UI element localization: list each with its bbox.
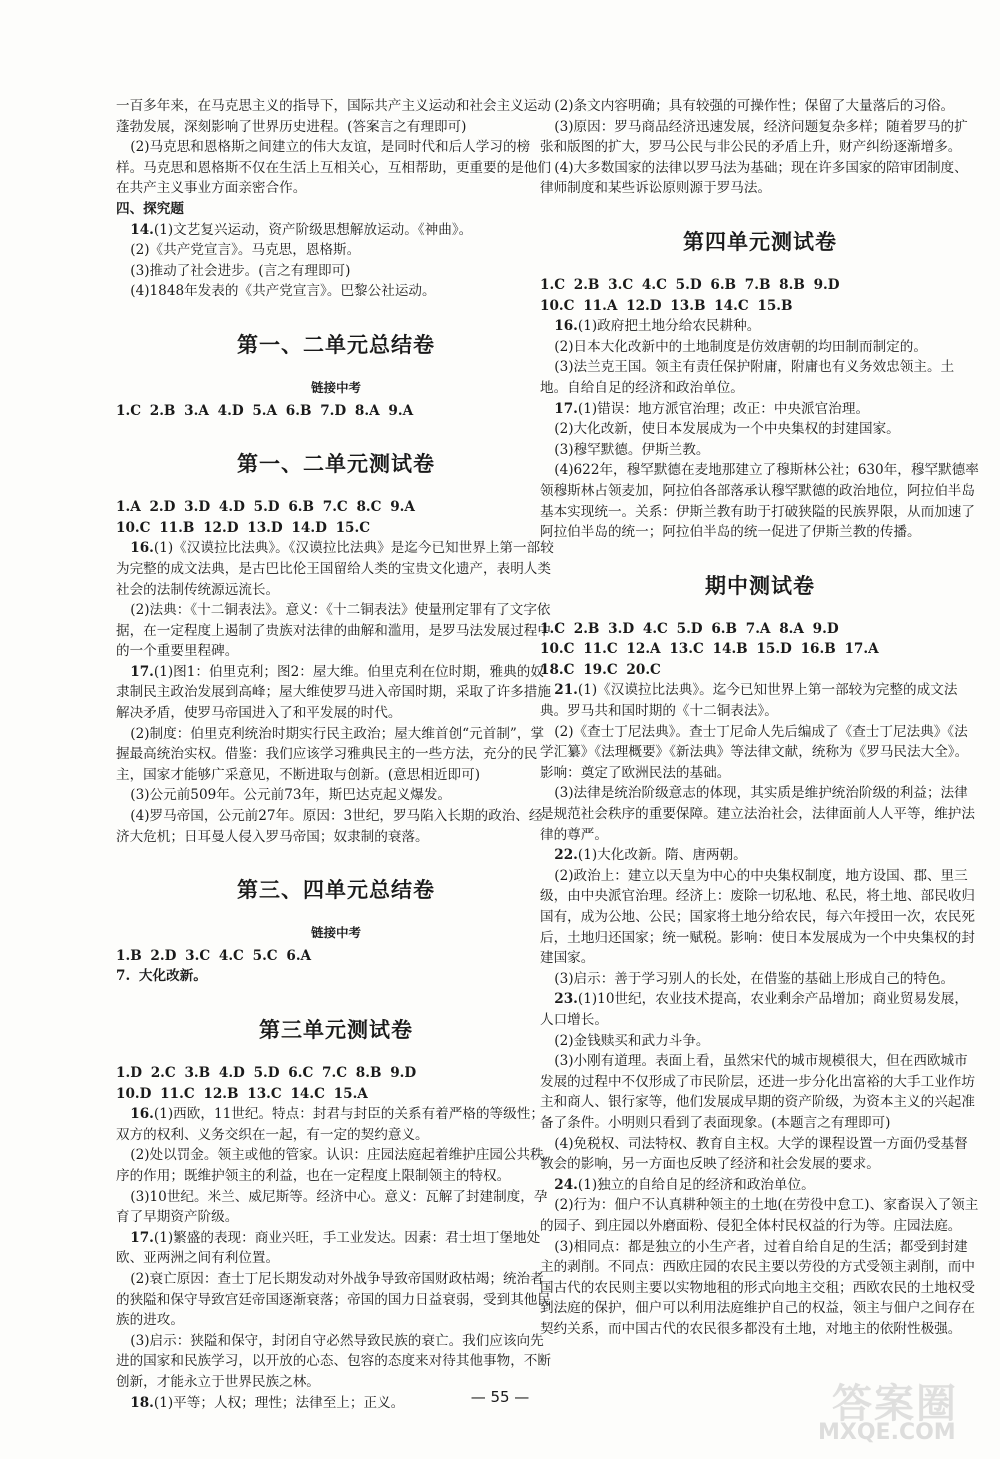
block-text: (3)相同点：都是独立的小生产者，过着自给自足的生活；都受到封建主的剥削。不同点：西欧庄园的农民主要以劳役的方式受领主剥削，而中国古代的农民则主要以实物地租的形式向地主交租；西欧农民的土地权受到法庭的保护，佃户可以利用法庭维护自己的权益，领主与佃户之间存在契约关系，而中国古代的农民很多都没有土地，对地主的依附性极强。	[540, 1238, 975, 1337]
block-text: (2)法典：《十二铜表法》。意义：《十二铜表法》使量刑定罪有了文字依据，在一定程度上遏制了贵族对法律的曲解和滥用，是罗马法发展过程中的一个重要里程碑。	[116, 602, 551, 660]
answer-paragraph	[116, 137, 556, 199]
block-text: 第四单元测试卷	[683, 229, 837, 254]
answer-key-line	[116, 401, 556, 422]
block-text: (1)大化改新。隋、唐两朝。	[577, 847, 747, 864]
block-text: 1.D 2.C 3.B 4.D 5.D 6.C 7.C 8.B 9.D	[116, 1065, 417, 1081]
watermark-url: MXQE.COM	[818, 1420, 956, 1445]
answer-paragraph	[540, 1237, 980, 1340]
answer-paragraph	[116, 785, 556, 806]
block-text: 期中测试卷	[705, 573, 815, 598]
question-number: 17.	[130, 663, 154, 680]
answer-paragraph	[540, 316, 980, 337]
block-text: 四、探究题	[116, 200, 184, 217]
block-text: 链接中考	[310, 925, 361, 941]
block-text: 1.C 2.B 3.D 4.C 5.D 6.B 7.A 8.A 9.D	[540, 620, 839, 637]
answer-paragraph	[540, 989, 980, 1030]
block-text: (2)金钱赎买和武力斗争。	[554, 1032, 710, 1049]
answer-paragraph	[116, 281, 556, 302]
answer-paragraph	[540, 419, 980, 440]
question-type-heading	[116, 199, 556, 220]
answer-paragraph	[540, 1051, 980, 1133]
answer-key-line	[540, 639, 980, 660]
block-text: 第三单元测试卷	[259, 1018, 413, 1042]
answer-key-line	[540, 296, 980, 317]
answer-paragraph	[116, 724, 556, 786]
block-text: (4)622年，穆罕默德在麦地那建立了穆斯林公社；630年，穆罕默德率领穆斯林占领麦加，阿拉伯各部落承认穆罕默德的政治地位，阿拉伯半岛基本实现统一。关系：伊斯兰教有助于打破狭隘的民族界限，从而加速了阿拉伯半岛的统一；阿拉伯半岛的统一促进了伊斯兰教的传播。	[540, 462, 979, 541]
page-number: — 55 —	[470, 1388, 530, 1406]
answer-paragraph	[540, 96, 980, 117]
answer-paragraph	[116, 1104, 556, 1145]
answer-key-line	[116, 1063, 556, 1084]
answer-paragraph	[540, 158, 980, 199]
block-text: (4)罗马帝国，公元前27年。原因：3世纪，罗马陷入长期的政治、经济大危机；日耳曼人侵入罗马帝国；奴隶制的衰落。	[116, 808, 543, 845]
block-text: (4)免税权、司法特权、教育自主权。大学的课程设置一方面仍受基督教会的影响，另一方面也反映了经济和社会发展的要求。	[540, 1135, 968, 1173]
question-number: 16.	[554, 318, 578, 335]
answer-paragraph	[540, 337, 980, 358]
answer-key-line	[116, 497, 556, 518]
block-text: 1.B 2.D 3.C 4.C 5.C 6.A	[116, 947, 312, 964]
block-text: 第一、二单元测试卷	[237, 452, 435, 477]
answer-paragraph	[116, 600, 556, 662]
subsection-label	[116, 923, 556, 944]
answer-paragraph	[116, 1331, 556, 1393]
answer-paragraph	[116, 1228, 556, 1269]
block-text: (2)制度：伯里克利统治时期实行民主政治；屋大维首创“元首制”，掌握最高统治实权。借鉴：我们应该学习雅典民主的一些方法，充分的民主，国家才能够广采意见，不断进取与创新。(意思相近即可)	[116, 725, 545, 783]
block-text: 7. 大化改新。	[116, 968, 207, 985]
answer-key-line	[116, 518, 556, 539]
block-text: (2)处以罚金。领主或他的管家。认识：庄园法庭起着维护庄园公共秩序的作用；既维护领主的利益，也在一定程度上限制领主的特权。	[116, 1147, 544, 1184]
answer-paragraph	[116, 261, 556, 282]
question-number: 16.	[130, 1106, 154, 1123]
block-text: (2)日本大化改新中的土地制度是仿效唐朝的均田制而制定的。	[554, 338, 927, 355]
block-text: (1)图1：伯里克利；图2：屋大维。伯里克利在位时期，雅典的奴隶制民主政治发展到高峰；屋大维使罗马进入帝国时期，采取了许多措施解决矛盾，使罗马帝国进入了和平发展的时代。	[116, 663, 551, 722]
watermark-text: 答案圈	[832, 1381, 958, 1427]
block-text: (2)行为：佃户不认真耕种领主的土地(在劳役中怠工)、家畜误入了领主的园子、到庄园以外磨面粉、侵犯全体村民权益的行为等。庄园法庭。	[540, 1197, 979, 1234]
block-text: 第一、二单元总结卷	[237, 332, 435, 357]
block-text: (1)《汉谟拉比法典》。迄今已知世界上第一部较为完整的成文法典。罗马共和国时期的《十二铜表法》。	[540, 682, 958, 720]
block-text: (1)《汉谟拉比法典》。《汉谟拉比法典》是迄今已知世界上第一部较为完整的成文法典，是古巴比伦王国留给人类的宝贵文化遗产，表明人类社会的法制传统源远流长。	[116, 540, 554, 598]
section-title	[540, 573, 980, 599]
left-column	[116, 96, 556, 1413]
block-text: (3)法律是统治阶级意志的体现，其实质是维护统治阶级的利益；法律是规范社会秩序的重要保障。建立法治社会，法律面前人人平等，维护法律的尊严。	[540, 785, 975, 843]
block-text: 10.C 11.B 12.D 13.D 14.D 15.C	[116, 519, 371, 536]
question-number: 17.	[554, 400, 578, 417]
block-text: 1.A 2.D 3.D 4.D 5.D 6.B 7.C 8.C 9.A	[116, 499, 415, 516]
question-number: 21.	[554, 682, 578, 699]
block-text: 1.C 2.B 3.C 4.C 5.D 6.B 7.B 8.B 9.D	[540, 276, 840, 293]
answer-paragraph	[540, 866, 980, 969]
question-number: 17.	[130, 1229, 154, 1246]
block-text: (2)衰亡原因：查士丁尼长期发动对外战争导致帝国财政枯竭；统治者的狭隘和保守导致宫廷帝国逐渐衰落；帝国的国力日益衰弱，受到其他民族的进攻。	[116, 1270, 551, 1329]
answer-paragraph	[116, 220, 556, 241]
block-text: 18.C 19.C 20.C	[540, 661, 661, 678]
question-number: 24.	[554, 1176, 578, 1193]
block-text: (2)《查士丁尼法典》。查士丁尼命人先后编成了《查士丁尼法典》《法学汇纂》《法理概要》《新法典》等法律文献，统称为《罗马民法大全》。影响：奠定了欧洲民法的基础。	[540, 723, 969, 781]
block-text: (3)推动了社会进步。(言之有理即可)	[130, 262, 351, 279]
answer-paragraph	[116, 1269, 556, 1331]
block-text: (3)启示：狭隘和保守，封闭自守必然导致民族的衰亡。我们应该向先进的国家和民族学习，以开放的心态、包容的态度来对待其他事物，不断创新，才能永立于世界民族之林。	[116, 1332, 551, 1390]
block-text: (1)西欧，11世纪。特点：封君与封臣的关系有着严格的等级性；双方的权利、义务交织在一起，有一定的契约意义。	[116, 1106, 544, 1143]
answer-paragraph	[540, 440, 980, 461]
block-text: 10.C 11.A 12.D 13.B 14.C 15.B	[540, 297, 793, 314]
answer-paragraph	[116, 1145, 556, 1186]
block-text: (2)条文内容明确；具有较强的可操作性；保留了大量落后的习俗。	[554, 98, 955, 114]
block-text: (3)原因：罗马商品经济迅速发展，经济问题复杂多样；随着罗马的扩张和版图的扩大，罗马公民与非公民的矛盾上升，财产纠纷逐渐增多。	[540, 118, 968, 156]
question-number: 16.	[130, 540, 154, 557]
block-text: (3)公元前509年。公元前73年，斯巴达克起义爆发。	[130, 787, 452, 804]
section-title	[116, 1017, 556, 1043]
block-text: (2)政治上：建立以天皇为中心的中央集权制度，地方设国、郡、里三级，由中央派官治理。经济上：废除一切私地、私民，将土地、部民收归国有，成为公地、公民；国家将土地分给农民，每六年授田一次，农民死后，土地归还国家；统一赋税。影响：使日本发展成为一个中央集权的封建国家。	[540, 867, 975, 967]
block-text: 链接中考	[310, 379, 361, 395]
block-text: (2)《共产党宣言》。马克思，恩格斯。	[130, 242, 361, 259]
block-text: (3)10世纪。米兰、威尼斯等。经济中心。意义：瓦解了封建制度，孕育了早期资产阶级。	[116, 1188, 548, 1226]
subsection-label	[116, 378, 556, 399]
answer-paragraph	[540, 680, 980, 721]
answer-paragraph	[116, 96, 556, 137]
answer-key-line	[540, 660, 980, 681]
block-text: (3)法兰克王国。领主有责任保护附庸，附庸也有义务效忠领主。土地。自给自足的经济和政治单位。	[540, 359, 955, 396]
answer-paragraph	[116, 806, 556, 847]
answer-key-line	[116, 946, 556, 967]
answer-paragraph	[540, 399, 980, 420]
block-text: (1)文艺复兴运动，资产阶级思想解放运动。《神曲》。	[153, 221, 473, 238]
question-number: 23.	[554, 991, 578, 1008]
section-title	[116, 451, 556, 477]
answer-paragraph	[116, 662, 556, 724]
answer-paragraph	[540, 969, 980, 990]
answer-paragraph	[540, 460, 980, 542]
block-text: (1)繁盛的表现：商业兴旺，手工业发达。因素：君士坦丁堡地处欧、亚两洲之间有利位置。	[116, 1229, 541, 1267]
section-title	[116, 877, 556, 903]
answer-paragraph	[540, 1175, 980, 1196]
answer-paragraph	[116, 1187, 556, 1228]
section-title	[116, 332, 556, 358]
block-text: (2)大化改新，使日本发展成为一个中央集权的封建国家。	[554, 421, 900, 438]
block-text: (4)1848年发表的《共产党宣言》。巴黎公社运动。	[130, 283, 436, 300]
block-text: (4)大多数国家的法律以罗马法为基础；现在许多国家的陪审团制度、律师制度和某些诉讼原则源于罗马法。	[540, 159, 968, 197]
answer-paragraph	[540, 783, 980, 845]
answer-paragraph	[116, 538, 556, 600]
block-text: 10.C 11.C 12.A 13.C 14.B 15.D 16.B 17.A	[540, 641, 879, 658]
block-text: 第三、四单元总结卷	[237, 878, 435, 903]
block-text: (2)马克思和恩格斯之间建立的伟大友谊，是同时代和后人学习的榜样。马克思和恩格斯不仅在生活上互相关心，互相帮助，更重要的是他们在共产主义事业方面亲密合作。	[116, 139, 551, 197]
answer-key-line	[540, 619, 980, 640]
answer-key-line	[116, 966, 556, 987]
block-text: 1.C 2.B 3.A 4.D 5.A 6.B 7.D 8.A 9.A	[116, 402, 414, 419]
answer-key-line	[540, 275, 980, 296]
block-text: (1)独立的自给自足的经济和政治单位。	[577, 1176, 815, 1193]
answer-paragraph	[540, 117, 980, 158]
answer-paragraph	[540, 845, 980, 866]
question-number: 22.	[554, 847, 578, 864]
block-text: (3)启示：善于学习别人的长处，在借鉴的基础上形成自己的特色。	[554, 970, 955, 987]
right-column	[540, 96, 980, 1339]
block-text: 一百多年来，在马克思主义的指导下，国际共产主义运动和社会主义运动蓬勃发展，深刻影响了世界历史进程。(答案言之有理即可)	[116, 98, 551, 135]
block-text: (1)平等；人权；理性；法律至上；正义。	[153, 1394, 405, 1411]
answer-paragraph	[540, 357, 980, 398]
answer-key-line	[116, 1084, 556, 1105]
question-number: 14.	[130, 221, 154, 238]
answer-paragraph	[540, 1195, 980, 1236]
answer-paragraph	[540, 1031, 980, 1052]
watermark-logo	[812, 1372, 992, 1450]
block-text: (3)穆罕默德。伊斯兰教。	[554, 441, 710, 458]
block-text: (1)错误：地方派官治理；改正：中央派官治理。	[577, 400, 870, 417]
question-number: 18.	[130, 1394, 154, 1411]
block-text: (1)10世纪，农业技术提高，农业剩余产品增加；商业贸易发展，人口增长。	[540, 991, 968, 1028]
answer-paragraph	[116, 240, 556, 261]
block-text: 10.D 11.C 12.B 13.C 14.C 15.A	[116, 1085, 368, 1102]
section-title	[540, 229, 980, 255]
answer-paragraph	[540, 1134, 980, 1175]
block-text: (3)小刚有道理。表面上看，虽然宋代的城市规模很大，但在西欧城市发展的过程中不仅形成了市民阶层，还进一步分化出富裕的大手工业作坊主和商人、银行家等，他们发展成早期的资产阶级，为资本主义的兴起准备了条件。小明则只看到了表面现象。(本题言之有理即可)	[540, 1053, 975, 1131]
block-text: (1)政府把土地分给农民耕种。	[577, 318, 761, 335]
answer-paragraph	[540, 722, 980, 784]
